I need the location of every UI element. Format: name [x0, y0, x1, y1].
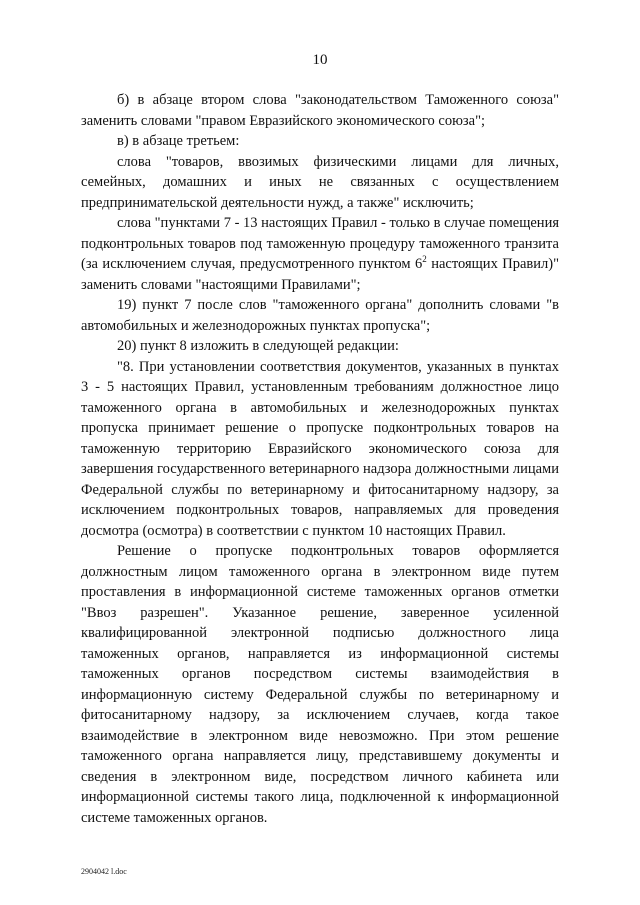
paragraph: Решение о пропуске подконтрольных товаров оформляется должностным лицом таможенного органа в электронном виде путем проставления в информационной системе таможенных органов отметки "Ввоз разрешен". Указанное решение, заверенное усиленной квалифицированной электронной подписью должностного лица таможенных органов, направляется из информационной системы таможенных органов посредством системы взаимодействия в информационную систему Федеральной службы по ветеринарному и фитосанитарному надзору, за исключением случаев, когда такое взаимодействие в электронном виде невозможно. При этом решение таможенного органа направляется лицу, представившему документы и сведения в электронном виде, посредством личного кабинета или информационной системы такого лица, подключенной к информационной системе таможенных органов.	[81, 543, 559, 826]
paragraph: слова "товаров, ввозимых физическими лицами для личных, семейных, домашних и иных не связанных с осуществлением предпринимательской деятельности нужд, а также" исключить;	[81, 153, 559, 211]
document-body	[81, 90, 559, 828]
paragraph-with-superscript	[81, 213, 559, 295]
paragraph: 19) пункт 7 после слов "таможенного органа" дополнить словами "в автомобильных и железнодорожных пунктах пропуска";	[81, 297, 559, 334]
paragraph-text: слова "пунктами 7 - 13 настоящих Правил - только в случае помещения подконтрольных товаров под таможенную процедуру таможенного транзита (за исключением случая, предусмотренного пунктом 6	[81, 215, 559, 272]
footer-filename: 2904042 l.doc	[81, 867, 127, 876]
paragraph: в) в абзаце третьем:	[117, 133, 240, 149]
page-number: 10	[312, 52, 328, 68]
paragraph: "8. При установлении соответствия документов, указанных в пунктах 3 - 5 настоящих Правил, установленным требованиям должностное лицо таможенного органа в автомобильных и железнодорожных пунктах пропуска принимает решение о пропуске подконтрольных товаров на таможенную территорию Евразийского экономического союза для завершения государственного ветеринарного надзора должностными лицами Федеральной службы по ветеринарному и фитосанитарному надзору, за исключением подконтрольных товаров, направляемых для проведения досмотра (осмотра) в соответствии с пунктом 10 настоящих Правил.	[81, 358, 559, 539]
paragraph: б) в абзаце втором слова "законодательством Таможенного союза" заменить словами "правом Евразийского экономического союза";	[81, 92, 559, 129]
paragraph: 20) пункт 8 изложить в следующей редакции:	[117, 338, 399, 354]
superscript: 2	[422, 254, 427, 265]
paragraph-text: настоящих Правил)" заменить словами "настоящими Правилами";	[81, 256, 560, 293]
